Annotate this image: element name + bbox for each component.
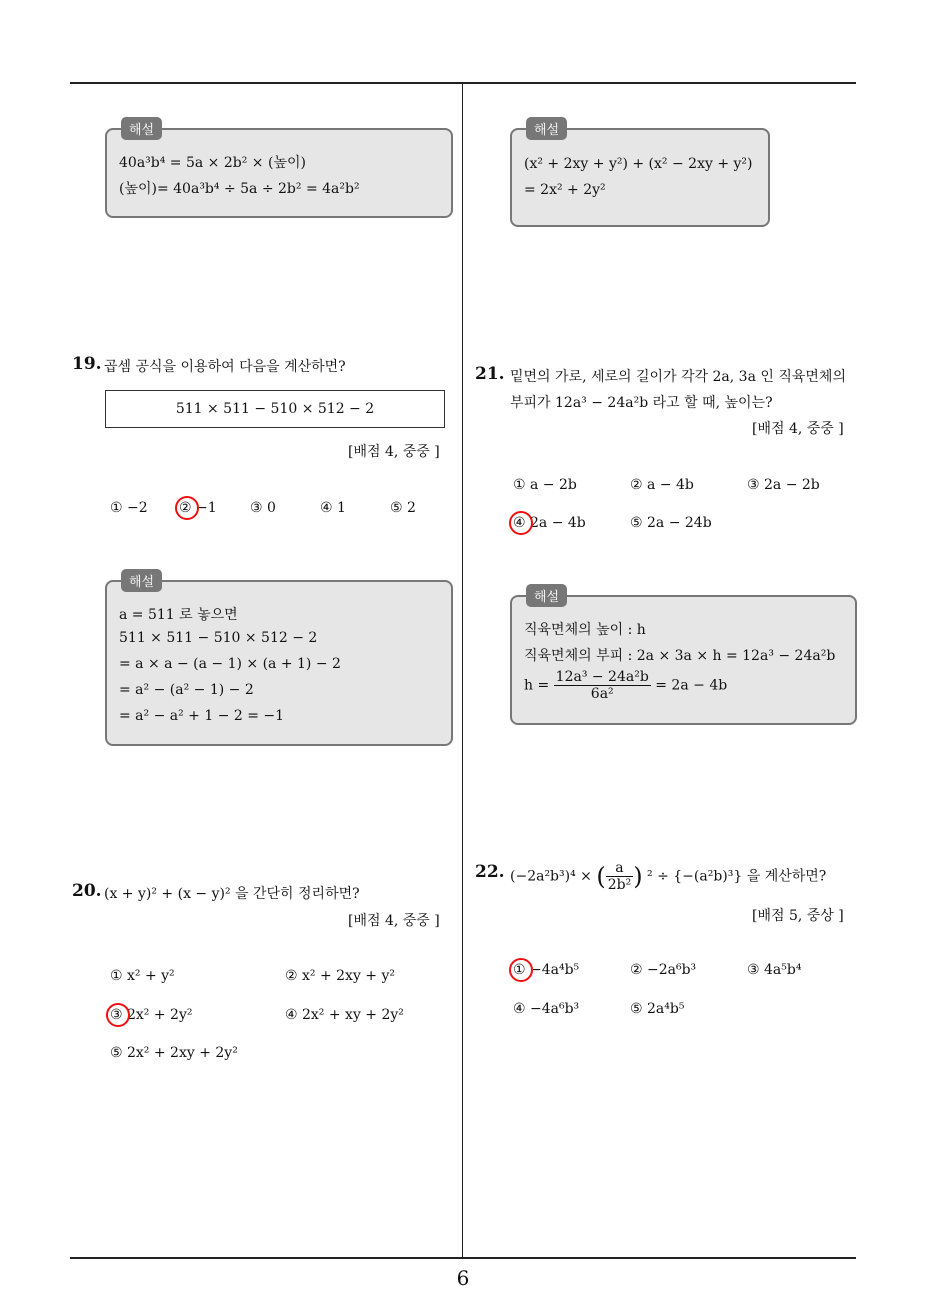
solution-line: = a × a − (a − 1) × (a + 1) − 2 [119, 656, 341, 672]
choice-5[interactable]: ⑤ 2 [390, 500, 416, 516]
choice-2[interactable]: ② −2a⁶b³ [630, 962, 697, 978]
bottom-rule [70, 1257, 856, 1259]
question-text [510, 860, 826, 893]
solution-box-21 [510, 590, 857, 725]
solution-line: 511 × 511 − 510 × 512 − 2 [119, 630, 318, 646]
choice-3[interactable]: ③ 4a⁵b⁴ [747, 962, 802, 978]
fraction [606, 860, 633, 893]
solution-box-top-right [510, 123, 770, 227]
column-divider [462, 84, 463, 1258]
solution-line: 40a³b⁴ = 5a × 2b² × (높이) [119, 155, 306, 171]
paren-close: ) [633, 862, 643, 891]
solution-line: = 2x² + 2y² [524, 182, 606, 198]
question-number: 22. [475, 862, 505, 882]
top-rule [70, 82, 856, 84]
solution-box-18 [105, 123, 453, 218]
choice-4[interactable]: ④ 2x² + xy + 2y² [285, 1007, 404, 1023]
choice-2[interactable]: ② x² + 2xy + y² [285, 968, 396, 984]
question-number: 21. [475, 364, 505, 384]
choice-4[interactable]: ④ 2a − 4b [513, 515, 586, 531]
solution-tag: 해설 [526, 117, 567, 140]
score-label: [배점 4, 중중 ] [348, 444, 440, 460]
solution-line: 직육면체의 부피 : 2a × 3a × h = 12a³ − 24a²b [524, 648, 836, 664]
solution-line: (높이)= 40a³b⁴ ÷ 5a ÷ 2b² = 4a²b² [119, 181, 360, 197]
choice-4[interactable]: ④ 1 [320, 500, 346, 516]
choice-3[interactable]: ③ 2a − 2b [747, 477, 820, 493]
solution-line: = a² − (a² − 1) − 2 [119, 682, 254, 698]
choice-1[interactable]: ① −2 [110, 500, 148, 516]
question-part: (−2a²b³)⁴ × [510, 868, 592, 885]
fraction [554, 669, 651, 702]
question-text: 부피가 12a³ − 24a²b 라고 할 때, 높이는? [510, 395, 773, 411]
solution-tag: 해설 [121, 117, 162, 140]
choice-2[interactable]: ② −1 [179, 500, 217, 516]
solution-fraction-line [524, 669, 727, 702]
solution-line: (x² + 2xy + y²) + (x² − 2xy + y²) [524, 156, 753, 172]
score-label: [배점 4, 중중 ] [752, 421, 844, 437]
question-number: 20. [72, 881, 102, 901]
choice-5[interactable]: ⑤ 2a⁴b⁵ [630, 1001, 685, 1017]
answer-mark-circle [106, 1003, 130, 1027]
solution-tag: 해설 [121, 569, 162, 592]
question-text: 밑면의 가로, 세로의 길이가 각각 2a, 3a 인 직육면체의 [510, 369, 846, 385]
choice-2[interactable]: ② a − 4b [630, 477, 694, 493]
answer-mark-circle [509, 511, 533, 535]
choice-5[interactable]: ⑤ 2x² + 2xy + 2y² [110, 1045, 238, 1061]
question-number: 19. [72, 354, 102, 374]
answer-mark-circle [509, 958, 533, 982]
question-text: (x + y)² + (x − y)² 을 간단히 정리하면? [104, 886, 360, 902]
choice-3[interactable]: ③ 2x² + 2y² [110, 1007, 193, 1023]
choice-5[interactable]: ⑤ 2a − 24b [630, 515, 712, 531]
fraction-denominator: 2b² [607, 877, 632, 893]
choice-4[interactable]: ④ −4a⁶b³ [513, 1001, 580, 1017]
solution-line: 직육면체의 높이 : h [524, 622, 646, 638]
solution-line: a = 511 로 놓으면 [119, 607, 238, 623]
formula: 511 × 511 − 510 × 512 − 2 [175, 401, 375, 417]
solution-line: = a² − a² + 1 − 2 = −1 [119, 708, 285, 724]
answer-mark-circle [175, 496, 199, 520]
choice-1[interactable]: ① −4a⁴b⁵ [513, 962, 580, 978]
choice-1[interactable]: ① x² + y² [110, 968, 175, 984]
choice-3[interactable]: ③ 0 [250, 500, 276, 516]
fraction-rhs: = 2a − 4b [655, 677, 728, 694]
fraction-numerator: 12a³ − 24a²b [555, 669, 649, 685]
question-part: ² ÷ {−(a²b)³} 을 계산하면? [647, 868, 827, 885]
question-text: 곱셈 공식을 이용하여 다음을 계산하면? [104, 359, 346, 375]
fraction-denominator: 6a² [590, 686, 614, 702]
fraction-lhs: h = [524, 677, 550, 694]
fraction-numerator: a [606, 860, 633, 877]
page-number: 6 [456, 1266, 470, 1290]
paren-open: ( [596, 862, 606, 891]
solution-tag: 해설 [526, 584, 567, 607]
formula-box [105, 390, 445, 428]
score-label: [배점 5, 중상 ] [752, 908, 844, 924]
solution-box-19 [105, 575, 453, 746]
choice-1[interactable]: ① a − 2b [513, 477, 577, 493]
score-label: [배점 4, 중중 ] [348, 913, 440, 929]
